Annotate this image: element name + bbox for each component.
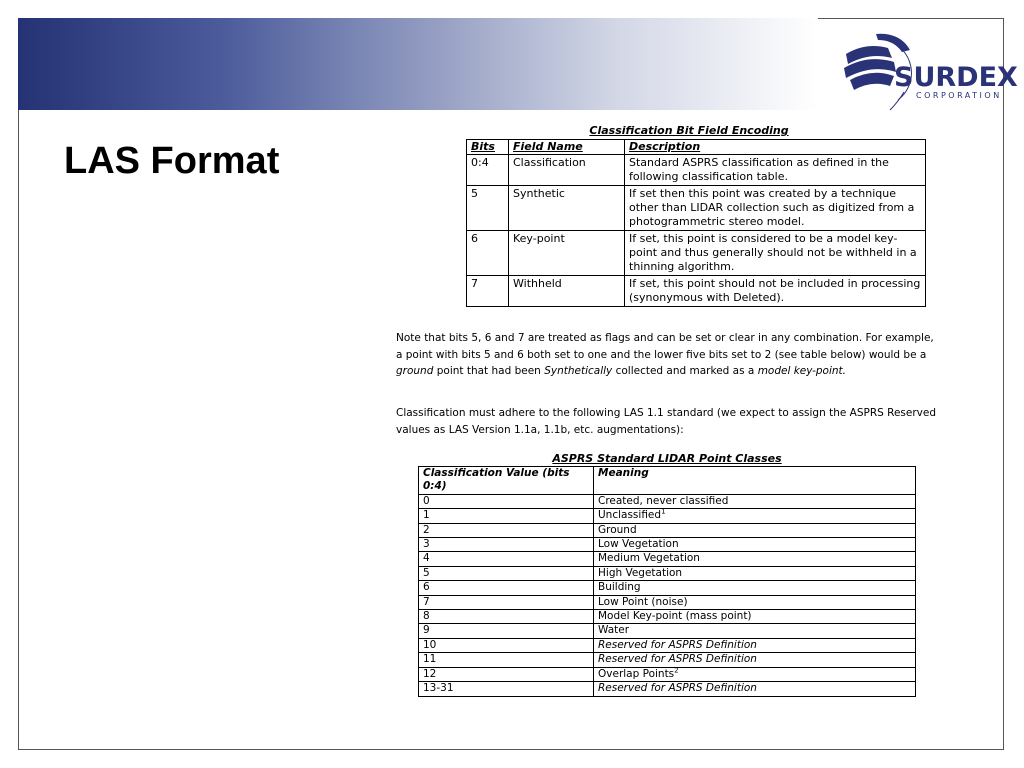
value-cell: 2 [419, 523, 594, 537]
field-name-cell: Key-point [509, 231, 625, 276]
column-header: Meaning [594, 467, 916, 495]
note-emphasis: model key-point. [757, 365, 847, 377]
meaning-text: Created, never classified [598, 494, 729, 507]
meaning-text: Reserved for ASPRS Definition [598, 682, 757, 695]
meaning-cell [594, 667, 916, 681]
meaning-cell [594, 624, 916, 638]
value-cell: 5 [419, 566, 594, 580]
classification-table [418, 466, 916, 697]
table-row [467, 186, 926, 231]
table-row [419, 653, 916, 667]
table-row [467, 231, 926, 276]
bits-cell: 6 [467, 231, 509, 276]
note-text: Note that bits 5, 6 and 7 are treated as flags and can be set or clear in any combination. For example, a point with bits 5 and 6 both set to one and the lower five bits set to 2 (see table below) would be a [396, 332, 934, 361]
value-cell: 11 [419, 653, 594, 667]
meaning-cell [594, 581, 916, 595]
field-name-cell: Withheld [509, 276, 625, 307]
meaning-cell [594, 494, 916, 508]
table-row [419, 610, 916, 624]
table-row [419, 624, 916, 638]
meaning-text: Water [598, 624, 630, 637]
note-text: collected and marked as a [612, 365, 758, 377]
bits-cell: 7 [467, 276, 509, 307]
table-row [419, 509, 916, 523]
meaning-cell [594, 566, 916, 580]
table-row [419, 494, 916, 508]
field-name-cell: Classification [509, 155, 625, 186]
value-cell: 8 [419, 610, 594, 624]
logo-wordmark: SURDEX [894, 62, 1018, 93]
meaning-text: High Vegetation [598, 566, 683, 579]
column-header: Field Name [509, 140, 625, 155]
flags-note [396, 330, 936, 380]
standard-note: Classification must adhere to the following LAS 1.1 standard (we expect to assign the ASPRS Reserved values as LAS Version 1.1a, 1.1b, etc. augmentations): [396, 407, 937, 436]
meaning-cell [594, 523, 916, 537]
value-cell: 7 [419, 595, 594, 609]
table-row [467, 155, 926, 186]
note-emphasis: Synthetically [544, 365, 613, 377]
meaning-cell [594, 638, 916, 652]
meaning-cell [594, 653, 916, 667]
slide-title: LAS Format [64, 140, 280, 182]
column-header: Bits [467, 140, 509, 155]
footnote-marker: 1 [661, 507, 666, 516]
meaning-cell [594, 682, 916, 696]
description-cell: If set, this point should not be included in processing (synonymous with Deleted). [625, 276, 926, 307]
meaning-cell [594, 595, 916, 609]
bit-table-caption: Classification Bit Field Encoding [589, 124, 789, 137]
bits-cell: 5 [467, 186, 509, 231]
meaning-text: Reserved for ASPRS Definition [598, 653, 757, 666]
value-cell: 4 [419, 552, 594, 566]
meaning-text: Medium Vegetation [598, 552, 700, 565]
description-cell: Standard ASPRS classification as defined in the following classification table. [625, 155, 926, 186]
meaning-text: Building [598, 581, 641, 594]
value-cell: 1 [419, 509, 594, 523]
table-row [419, 682, 916, 696]
description-cell: If set then this point was created by a technique other than LIDAR collection such as digitized from a photogrammetric stereo model. [625, 186, 926, 231]
table-row [419, 523, 916, 537]
meaning-cell [594, 610, 916, 624]
note-emphasis: ground [396, 365, 434, 377]
meaning-text: Model Key-point (mass point) [598, 610, 752, 623]
table-row [419, 595, 916, 609]
column-header: Description [625, 140, 926, 155]
footnote-marker: 2 [674, 666, 679, 675]
note-text: point that had been [433, 365, 545, 377]
meaning-text: Unclassified [598, 509, 662, 522]
table-row [419, 638, 916, 652]
table-header-row [419, 467, 916, 495]
field-name-cell: Synthetic [509, 186, 625, 231]
bit-field-table [466, 139, 926, 307]
value-cell: 9 [419, 624, 594, 638]
value-cell: 3 [419, 538, 594, 552]
meaning-cell [594, 509, 916, 523]
header-banner [18, 18, 818, 110]
column-header: Classification Value (bits 0:4) [419, 467, 594, 495]
meaning-text: Low Vegetation [598, 538, 679, 551]
description-cell: If set, this point is considered to be a model key-point and thus generally should not be withheld in a thinning algorithm. [625, 231, 926, 276]
value-cell: 12 [419, 667, 594, 681]
value-cell: 10 [419, 638, 594, 652]
table-header-row [467, 140, 926, 155]
surdex-logo [838, 28, 1018, 112]
table-row [419, 667, 916, 681]
table-row [419, 566, 916, 580]
meaning-text: Ground [598, 523, 637, 536]
value-cell: 0 [419, 494, 594, 508]
meaning-cell [594, 552, 916, 566]
meaning-cell [594, 538, 916, 552]
table-row [419, 538, 916, 552]
logo-subtitle: CORPORATION [916, 91, 1002, 100]
class-table-caption: ASPRS Standard LIDAR Point Classes [552, 452, 782, 465]
meaning-text: Low Point (noise) [598, 595, 688, 608]
value-cell: 13-31 [419, 682, 594, 696]
bits-cell: 0:4 [467, 155, 509, 186]
meaning-text: Reserved for ASPRS Definition [598, 638, 757, 651]
value-cell: 6 [419, 581, 594, 595]
table-row [467, 276, 926, 307]
table-row [419, 552, 916, 566]
table-row [419, 581, 916, 595]
meaning-text: Overlap Points [598, 667, 675, 680]
